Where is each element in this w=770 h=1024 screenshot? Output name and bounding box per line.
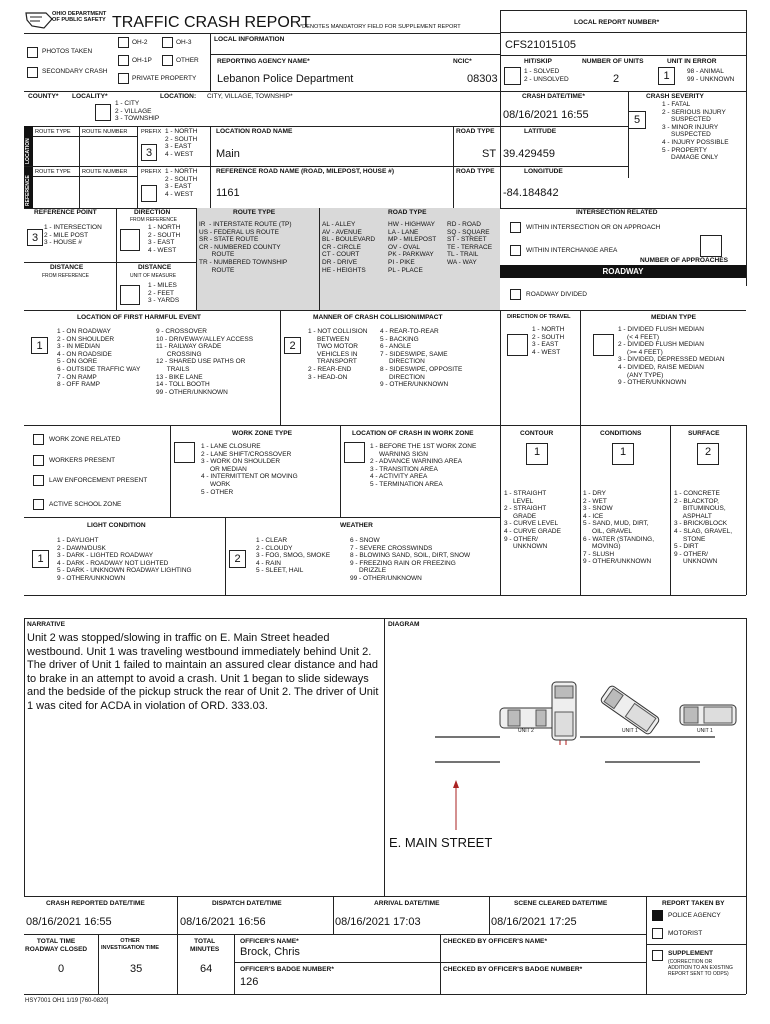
locality-label: LOCALITY*	[72, 93, 108, 100]
latitude-label: LATITUDE	[524, 128, 557, 135]
arrival-label: ARRIVAL DATE/TIME	[374, 900, 440, 907]
within-interchange-checkbox[interactable]	[510, 245, 521, 256]
road-type-header: ROAD TYPE	[388, 209, 427, 216]
ref-road-name: 1161	[216, 187, 240, 199]
prefix-box: 3	[141, 144, 157, 161]
police-agency-checkbox[interactable]	[652, 910, 663, 921]
law-enforcement-checkbox[interactable]	[33, 475, 44, 486]
first-harmful-label: LOCATION OF FIRST HARMFUL EVENT	[77, 314, 201, 321]
longitude-value: -84.184842	[503, 187, 559, 199]
crash-severity-options: 1 - FATAL 2 - SERIOUS INJURY SUSPECTED 3 - MINOR INJURY SUSPECTED 4 - INJURY POSSIBLE 5 - PROPERTY DAMAGE ONLY	[662, 101, 729, 162]
other-label: OTHER	[176, 57, 199, 64]
wz-type-box[interactable]	[174, 442, 195, 463]
other-inv-label: OTHER INVESTIGATION TIME	[101, 938, 160, 951]
num-approaches-label: NUMBER OF APPROACHES	[640, 257, 729, 264]
form-id: HSY7001 OH1 1/19 [760-0820]	[25, 998, 109, 1004]
supplement-checkbox[interactable]	[652, 950, 663, 961]
unit-1-mid-label: UNIT 1	[622, 728, 638, 734]
direction-box[interactable]	[120, 229, 140, 251]
ref-prefix-label: PREFIX	[141, 169, 162, 175]
photos-taken-label: PHOTOS TAKEN	[42, 48, 93, 55]
conditions-box: 1	[612, 443, 634, 465]
light-label: LIGHT CONDITION	[87, 522, 146, 529]
ref-point-box: 3	[27, 229, 43, 246]
crash-datetime-label: CRASH DATE/TIME*	[522, 93, 585, 100]
surface-box: 2	[697, 443, 719, 465]
unit-2-label: UNIT 2	[518, 728, 534, 734]
contour-options: 1 - STRAIGHT LEVEL 2 - STRAIGHT GRADE 3 - CURVE LEVEL 4 - CURVE GRADE 9 - OTHER/ UNKNOWN	[504, 490, 561, 551]
reporting-agency-label: REPORTING AGENCY NAME*	[217, 58, 310, 65]
dist-unit-sub: UNIT OF MEASURE	[130, 273, 177, 279]
unit-in-error-box: 1	[658, 67, 675, 85]
num-units-label: NUMBER OF UNITS	[582, 58, 644, 65]
location-side-tab: LOCATION	[24, 126, 33, 168]
within-intersection-label: WITHIN INTERSECTION OR ON APPROACH	[526, 224, 661, 231]
oh3-checkbox[interactable]	[162, 37, 173, 48]
loc-road-name: Main	[216, 148, 240, 160]
asterisk-note: *DENOTES MANDATORY FIELD FOR SUPPLEMENT REPORT	[300, 24, 461, 30]
supplement-note: (CORRECTION OR ADDITION TO AN EXISTING REPORT SENT TO ODPS)	[668, 959, 733, 977]
photos-taken-checkbox[interactable]	[27, 47, 38, 58]
route-type-options: IR - INTERSTATE ROUTE (TP) US - FEDERAL US ROUTE SR - STATE ROUTE CR - NUMBERED COUNTY ROUTE TR - NUMBERED TOWNSHIP ROUTE	[199, 221, 292, 274]
surface-options: 1 - CONCRETE 2 - BLACKTOP, BITUMINOUS, ASPHALT 3 - BRICK/BLOCK 4 - SLAG, GRAVEL, STONE 5 - DIRT 9 - OTHER/ UNKNOWN	[674, 490, 733, 566]
num-units-value: 2	[613, 73, 620, 85]
distance-label: DISTANCE	[50, 264, 84, 271]
loc-road-type-label: ROAD TYPE	[456, 128, 495, 135]
law-enforcement-label: LAW ENFORCEMENT PRESENT	[49, 477, 148, 484]
route-type-header: ROUTE TYPE	[233, 209, 276, 216]
secondary-crash-label: SECONDARY CRASH	[42, 68, 108, 75]
intersection-related-label: INTERSECTION RELATED	[576, 209, 658, 216]
first-harmful-box: 1	[31, 337, 48, 354]
unit-in-error-options: 98 - ANIMAL 99 - UNKNOWN	[687, 68, 735, 83]
latitude-value: 39.429459	[503, 148, 555, 160]
ref-prefix-options: 1 - NORTH 2 - SOUTH 3 - EAST 4 - WEST	[165, 168, 198, 198]
hitskip-box[interactable]	[504, 67, 521, 85]
narrative-label: NARRATIVE	[27, 621, 65, 628]
oh2-checkbox[interactable]	[118, 37, 129, 48]
diagram-label: DIAGRAM	[388, 621, 420, 628]
total-time-label: TOTAL TIME ROADWAY CLOSED	[25, 938, 88, 953]
route-type-label: ROUTE TYPE	[35, 129, 71, 135]
total-time-value: 0	[58, 963, 65, 975]
narrative-text: Unit 2 was stopped/slowing in traffic on E. Main Street headed westbound. Unit 1 was traveling westbound immediately behind Unit 2. The driver of Unit 1 failed to maintain an assured clear distance and had to brake in an attempt to avoid a crash. Unit 1 began to slide sideways and the bedside of the pickup struck the rear of Unit 2. The driver of Unit 1 was cited for ACDA in violation of ORD. 333.03.	[27, 632, 379, 712]
light-options: 1 - DAYLIGHT 2 - DAWN/DUSK 3 - DARK - LIGHTED ROADWAY 4 - DARK - ROADWAY NOT LIGHTED 5 - DARK - UNKNOWN ROADWAY LIGHTING 9 - OTHER/UNKNOWN	[57, 537, 192, 582]
num-approaches-box[interactable]	[700, 235, 722, 257]
active-school-checkbox[interactable]	[33, 499, 44, 510]
page-title: TRAFFIC CRASH REPORT	[112, 14, 311, 31]
motorist-label: MOTORIST	[668, 930, 703, 937]
manner-box: 2	[284, 337, 301, 354]
conditions-options: 1 - DRY 2 - WET 3 - SNOW 4 - ICE 5 - SAND, MUD, DIRT, OIL, GRAVEL 6 - WATER (STANDING, MOVING) 7 - SLUSH 9 - OTHER/UNKNOWN	[583, 490, 655, 566]
arrival-value: 08/16/2021 17:03	[335, 916, 421, 928]
wz-type-options: 1 - LANE CLOSURE 2 - LANE SHIFT/CROSSOVER 3 - WORK ON SHOULDER OR MEDIAN 4 - INTERMITTENT OR MOVING WORK 5 - OTHER	[201, 443, 298, 496]
other-checkbox[interactable]	[162, 55, 173, 66]
direction-options: 1 - NORTH 2 - SOUTH 3 - EAST 4 - WEST	[148, 224, 181, 254]
roadway-banner: ROADWAY	[500, 265, 746, 278]
roadway-divided-checkbox[interactable]	[510, 289, 521, 300]
wz-location-label: LOCATION OF CRASH IN WORK ZONE	[352, 430, 474, 437]
location-desc: CITY, VILLAGE, TOWNSHIP*	[207, 93, 293, 100]
badge-value: 126	[240, 976, 259, 988]
conditions-label: CONDITIONS	[600, 430, 642, 437]
total-min-label: TOTAL MINUTES	[190, 938, 220, 953]
reported-label: CRASH REPORTED DATE/TIME	[46, 900, 145, 907]
light-box: 1	[32, 550, 49, 568]
workers-present-checkbox[interactable]	[33, 455, 44, 466]
locality-options: 1 - CITY 2 - VILLAGE 3 - TOWNSHIP	[115, 100, 160, 123]
other-inv-value: 35	[130, 963, 143, 975]
local-information-label: LOCAL INFORMATION	[214, 36, 285, 43]
secondary-crash-checkbox[interactable]	[27, 67, 38, 78]
crash-severity-box: 5	[628, 111, 646, 129]
manner-col2: 4 - REAR-TO-REAR 5 - BACKING 6 - ANGLE 7 - SIDESWIPE, SAME DIRECTION 8 - SIDESWIPE, OPPOSITE DIRECTION 9 - OTHER/UNKNOWN	[380, 328, 463, 389]
wz-location-options: 1 - BEFORE THE 1ST WORK ZONE WARNING SIGN 2 - ADVANCE WARNING AREA 3 - TRANSITION AREA 4 - ACTIVITY AREA 5 - TERMINATION AREA	[370, 443, 477, 488]
within-intersection-checkbox[interactable]	[510, 222, 521, 233]
weather-col2: 6 - SNOW 7 - SEVERE CROSSWINDS 8 - BLOWING SAND, SOIL, DIRT, SNOW 9 - FREEZING RAIN OR FREEZING DRIZZLE 99 - OTHER/UNKNOWN	[350, 537, 471, 582]
dispatch-label: DISPATCH DATE/TIME	[212, 900, 282, 907]
dist-unit-options: 1 - MILES 2 - FEET 3 - YARDS	[148, 282, 180, 305]
county-label: COUNTY*	[28, 93, 59, 100]
officer-name-label: OFFICER'S NAME*	[240, 938, 299, 945]
work-zone-related-checkbox[interactable]	[33, 434, 44, 445]
total-min-value: 64	[200, 963, 213, 975]
weather-label: WEATHER	[340, 522, 373, 529]
checked-by-label: CHECKED BY OFFICER'S NAME*	[443, 938, 548, 945]
reported-value: 08/16/2021 16:55	[26, 916, 112, 928]
weather-col1: 1 - CLEAR 2 - CLOUDY 3 - FOG, SMOG, SMOKE 4 - RAIN 5 - SLEET, HAIL	[256, 537, 331, 575]
oh2-label: OH-2	[132, 39, 148, 46]
local-report-number-label: LOCAL REPORT NUMBER*	[574, 19, 660, 26]
loc-road-type: ST	[482, 148, 497, 160]
prefix-options: 1 - NORTH 2 - SOUTH 3 - EAST 4 - WEST	[165, 128, 198, 158]
badge-label: OFFICER'S BADGE NUMBER*	[240, 966, 334, 973]
manner-col1: 1 - NOT COLLISION BETWEEN TWO MOTOR VEHICLES IN TRANSPORT 2 - REAR-END 3 - HEAD-ON	[308, 328, 368, 381]
weather-box: 2	[229, 550, 246, 568]
unit-in-error-label: UNIT IN ERROR	[667, 58, 717, 65]
crash-severity-label: CRASH SEVERITY	[646, 93, 704, 100]
cleared-value: 08/16/2021 17:25	[491, 916, 577, 928]
report-taken-label: REPORT TAKEN BY	[662, 900, 725, 907]
crash-diagram	[390, 660, 746, 860]
oh3-label: OH-3	[176, 39, 192, 46]
hitskip-label: HIT/SKIP	[524, 58, 552, 65]
oh1p-checkbox[interactable]	[118, 55, 129, 66]
motorist-checkbox[interactable]	[652, 928, 663, 939]
unit-2-vehicle	[500, 708, 560, 728]
police-agency-label: POLICE AGENCY	[668, 912, 721, 919]
supplement-label: SUPPLEMENT	[668, 950, 714, 957]
dist-unit-box[interactable]	[120, 285, 140, 305]
crash-datetime-value: 08/16/2021 16:55	[503, 109, 589, 121]
distance-sub: FROM REFERENCE	[42, 273, 89, 279]
ohio-dps-logo	[24, 10, 108, 32]
ncic-value: 08303	[467, 73, 498, 85]
prefix-label: PREFIX	[141, 129, 162, 135]
wz-location-box[interactable]	[344, 442, 365, 463]
ref-point-options: 1 - INTERSECTION 2 - MILE POST 3 - HOUSE #	[44, 224, 102, 247]
workers-present-label: WORKERS PRESENT	[49, 457, 116, 464]
direction-label: DIRECTION	[134, 209, 171, 216]
reporting-agency-value: Lebanon Police Department	[217, 73, 354, 85]
median-type-box[interactable]	[593, 334, 614, 356]
private-property-label: PRIVATE PROPERTY	[132, 75, 197, 82]
street-label: E. MAIN STREET	[389, 835, 493, 850]
ref-road-name-label: REFERENCE ROAD NAME (ROAD, MILEPOST, HOUSE #)	[216, 168, 395, 175]
work-zone-related-label: WORK ZONE RELATED	[49, 436, 121, 443]
road-type-col3: RD - ROAD SQ - SQUARE ST - STREET TE - TERRACE TL - TRAIL WA - WAY	[447, 221, 493, 266]
road-type-col1: AL - ALLEY AV - AVENUE BL - BOULEVARD CR - CIRCLE CT - COURT DR - DRIVE HE - HEIGHTS	[322, 221, 376, 274]
surface-label: SURFACE	[688, 430, 720, 437]
private-property-checkbox[interactable]	[118, 73, 129, 84]
dist-unit-label: DISTANCE	[138, 264, 172, 271]
within-interchange-label: WITHIN INTERCHANGE AREA	[526, 247, 618, 254]
roadway-divided-label: ROADWAY DIVIDED	[526, 291, 587, 298]
road-type-col2: HW - HIGHWAY LA - LANE MP - MILEPOST OV - OVAL PK - PARKWAY PI - PIKE PL - PLACE	[388, 221, 437, 274]
agency-line1: OHIO DEPARTMENT	[52, 11, 107, 17]
first-harmful-col1: 1 - ON ROADWAY 2 - ON SHOULDER 3 - IN MEDIAN 4 - ON ROADSIDE 5 - ON GORE 6 - OUTSIDE TRAFFIC WAY 7 - ON RAMP 8 - OFF RAMP	[57, 328, 141, 389]
median-type-label: MEDIAN TYPE	[651, 314, 697, 321]
cleared-label: SCENE CLEARED DATE/TIME	[514, 900, 608, 907]
contour-box: 1	[526, 443, 548, 465]
dir-travel-box[interactable]	[507, 334, 528, 356]
loc-road-name-label: LOCATION ROAD NAME	[216, 128, 293, 135]
wz-type-label: WORK ZONE TYPE	[232, 430, 293, 437]
oh1p-label: OH-1P	[132, 57, 152, 64]
unit-1-pickup-sliding	[552, 682, 576, 740]
checked-badge-label: CHECKED BY OFFICER'S BADGE NUMBER*	[443, 966, 583, 973]
ref-prefix-box[interactable]	[141, 185, 157, 202]
ncic-label: NCIC*	[453, 58, 472, 65]
location-label: LOCATION:	[160, 93, 197, 100]
hitskip-options: 1 - SOLVED 2 - UNSOLVED	[524, 68, 569, 83]
dir-travel-options: 1 - NORTH 2 - SOUTH 3 - EAST 4 - WEST	[532, 326, 565, 356]
locality-box[interactable]	[95, 104, 111, 121]
ref-route-number-label: ROUTE NUMBER	[82, 169, 128, 175]
ref-road-type-label: ROAD TYPE	[456, 168, 495, 175]
active-school-label: ACTIVE SCHOOL ZONE	[49, 501, 122, 508]
route-number-label: ROUTE NUMBER	[82, 129, 128, 135]
unit-1-label: UNIT 1	[697, 728, 713, 734]
manner-label: MANNER OF CRASH COLLISION/IMPACT	[313, 314, 443, 321]
dispatch-value: 08/16/2021 16:56	[180, 916, 266, 928]
officer-name-value: Brock, Chris	[240, 946, 300, 958]
direction-sub: FROM REFERENCE	[130, 217, 177, 223]
longitude-label: LONGITUDE	[524, 168, 563, 175]
reference-side-tab: REFERENCE	[24, 168, 33, 208]
agency-line2: OF PUBLIC SAFETY	[52, 17, 106, 23]
dir-travel-label: DIRECTION OF TRAVEL	[507, 314, 571, 320]
ref-route-type-label: ROUTE TYPE	[35, 169, 71, 175]
median-options: 1 - DIVIDED FLUSH MEDIAN (< 4 FEET) 2 - DIVIDED FLUSH MEDIAN (>= 4 FEET) 3 - DIVIDED, DEPRESSED MEDIAN 4 - DIVIDED, RAISE MEDIAN (ANY TYPE) 9 - OTHER/UNKNOWN	[618, 326, 725, 387]
contour-label: CONTOUR	[520, 430, 554, 437]
local-report-number: CFS21015105	[505, 39, 576, 51]
first-harmful-col2: 9 - CROSSOVER 10 - DRIVEWAY/ALLEY ACCESS 11 - RAILWAY GRADE CROSSING 12 - SHARED USE PATHS OR TRAILS 13 - BIKE LANE 14 - TOLL BOOTH 99 - OTHER/UNKNOWN	[156, 328, 254, 396]
unit-1-pickup-origin	[680, 705, 736, 725]
ref-point-label: REFERENCE POINT	[34, 209, 97, 216]
